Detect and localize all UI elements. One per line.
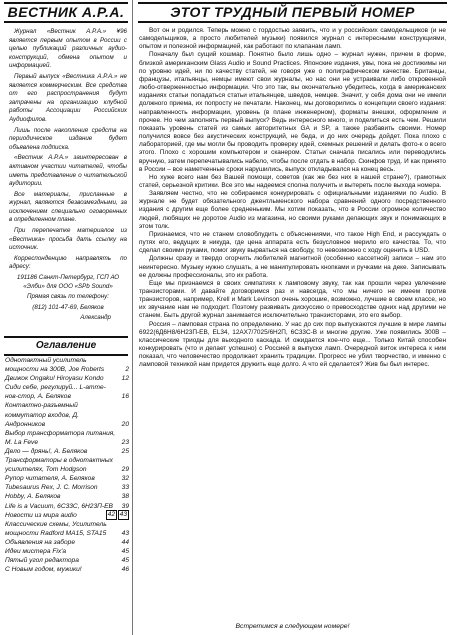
article-title: ЭТОТ ТРУДНЫЙ ПЕРВЫЙ НОМЕР: [138, 2, 447, 23]
toc-item-title: С Новым годом, мужики!: [5, 566, 82, 574]
toc-item[interactable]: [5, 483, 129, 492]
toc-item[interactable]: [5, 538, 129, 547]
article-paragraph: Признаемся, что не станем словоблудить с объяснениями, что такое High End, и рассуждать о путях его, ведущих в никуда, где цена аппарата есть безусловное мерило его качества. То, что сделал своими руками, помог звуку вырваться на свободу, то невозможно с ходу оценить в USD.: [139, 230, 446, 255]
toc-item-title: Пятый угол редактора: [5, 557, 79, 565]
toc-item[interactable]: [5, 356, 129, 374]
toc-page-number: 32: [121, 475, 129, 483]
toc-item[interactable]: [5, 547, 129, 556]
toc-title: Оглавление: [4, 336, 128, 356]
toc-item-title: Классические схемы, Усилитель мощности Radford MA15, STA15: [5, 520, 107, 537]
toc-item-title: Сиди себе, регулируй... L-amme-нов-стор, А. Беляков: [5, 384, 106, 401]
toc-item[interactable]: [5, 374, 129, 383]
article-paragraph: Должны сразу и твердо огорчить любителей магнитной (особенно кассетной) записи – нам это неинтересно. Музыку нужно слушать, а не манипулировать кнопками и ручками на деке. Записывать ее должны профессионалы, это их работа.: [139, 255, 446, 279]
phone-number: (812) 101-47-69, Беляков: [32, 303, 104, 311]
article-paragraph: Россия – ламповая страна по определению. У нас до сих пор выпускаются лучшие в мире лампы 6922(6Д6Н8/6Н23П-ЕВ, EL34, 12AX7/7025/6Н2П, 6С33С-В и многие другие. Уже появились 300В – классические триоды для выходного каскада. И ожидается кое-что еще... Только Китай способен конкурировать (что и делает успешно) с Россией в выпуске ламп. Очередной виток интереса к ним показал, что человечество продолжает хранить традиции. Прогресс не убил творчество, и именно с ламповой техникой нам придется дружить еще долго. А что ей сделается? Жив бы был интерес.: [139, 320, 446, 369]
toc-item-title: Новости из мира audio: [5, 511, 77, 519]
masthead: ВЕСТНИК А.Р.А.: [4, 2, 128, 23]
editorial-paragraph: Все материалы, присланные в журнал, являются безвозмездными, за исключением специально оговоренных в определенном плане.: [9, 190, 127, 224]
toc-page-number: 20: [121, 420, 129, 428]
article-paragraph: Но хуже всего нам без Вашей помощи, советов (как же без них в нашей стране?), грамотных статей, серьезной критики. Все это мы надеемся сполна получить и вытереть после выхода номера.: [139, 173, 446, 189]
toc-item[interactable]: [5, 556, 129, 565]
toc-item-title: Рупор читателя, А. Беляков: [5, 475, 95, 483]
toc-page-number: 23: [121, 438, 129, 446]
toc-item[interactable]: [5, 401, 129, 428]
toc-item-title: Hobby, А. Беляков: [5, 493, 61, 501]
toc-item[interactable]: [5, 456, 129, 474]
toc-page-number: 2: [125, 366, 129, 374]
toc-page-number: 25: [121, 447, 129, 455]
toc-item-title: Объявления на заборе: [5, 538, 75, 546]
article-paragraph: Поначалу был сущий кошмар. Понятно было лишь одно – журнал нужен, причем в форме, близкой американским Glass Audio и Sound Practices. Японские издания, увы, пока не достижимы ни по уровню идей, ни по качеству статей, не говоря уже о полиграфическом качестве. Британцы, французы, итальянцы, немцы имеют свои журналы, но нас они не устраивали либо откровенной любо-отверженностью информации. Что это так, вы окончательно убедитесь, когда в американских изданиях статьи попадаться статьи итальянцев, шведов, немцев. Значит, у себя дома они не имели должного приема, их попросту не печатали. Наконец, мы договорились о концепции своего издания: направленность информации, уровень (в плане инженерном), форматы внешки, оформление и прочее. Но чем заполнять первый выпуск? Ведь интересного много, и поделиться есть чем. Решили показать уровень статей из самых авторитетных GA и SP, а также разбавить своими. Номер получился вовсе без акустических конструкций, не беда, и до них очередь дойдет. Пока плохо с лабораторией, где мы могли бы проводить проверку идей, схемных решений и делать фото-к о всего этого. Плохо с хорошим компьютером и сканером. Статьи сначала писались или переводились вручную, затем перепечатывались набело, чтобы после отдать в набор. Скинфов труд. И как принято в России – все наметченные сроки нарушились, выпуск откладывался на конец весь.: [139, 51, 446, 173]
table-of-contents: [5, 356, 129, 574]
toc-page-number: 33: [121, 484, 129, 492]
toc-page-number: 43: [119, 510, 127, 518]
toc-page-number: 43: [121, 529, 129, 537]
editorial-paragraph: Лишь после накопления средств на периодическое издание будет объявлена подписка.: [9, 126, 127, 151]
toc-page-number: 39: [121, 502, 129, 510]
toc-item[interactable]: [5, 474, 129, 483]
toc-page-number: 16: [121, 393, 129, 401]
toc-page-number: 42: [107, 510, 115, 518]
toc-page-number: 38: [121, 493, 129, 501]
article-paragraph: Заявляем честно, что не собираемся конкурировать с официальными изданиями по Audio. В журнале не будет обязательного джентльменского набора сравнений одного посредственного издания с другим еще более средненьким. Мы хотим показать, что в России огромное количество людей, любящих не доротое Audio из магазина, но своими руками делающих звук и понимающих в этом толк.: [139, 190, 446, 230]
toc-item-title: Выбор трансформатора питания, M. La Feve: [5, 429, 116, 446]
phone-label: Прямая связь по телефону:: [27, 293, 109, 301]
toc-item[interactable]: [5, 383, 129, 401]
toc-item[interactable]: [5, 492, 129, 501]
toc-item-title: Движок Ongaku! Hiroyasu Kondo: [5, 375, 104, 383]
toc-item-title: Идеи мистера Fix'а: [5, 547, 67, 555]
toc-item-title: Tubesaurus Rex, J. C. Morrison: [5, 484, 98, 492]
toc-page-number: 46: [121, 566, 129, 574]
toc-item[interactable]: [5, 520, 129, 538]
toc-item[interactable]: [5, 565, 129, 574]
toc-item[interactable]: [5, 511, 129, 520]
toc-page-number: 29: [121, 466, 129, 474]
editorial-paragraph: «Вестник А.Р.А.» заинтересован в активном участии читателей, чтобы иметь представление о читательской аудитории.: [9, 154, 127, 188]
article-paragraph: Еще мы признаемся в своих симпатиях к ламповому звуку, так как прошли через увлечение транзисторами. И давайте договоримся раз и навсегда, что мы ничего не имеем против транзисторов, например, Krell и Mark Levinson очень хорошие, возможно, лучшие в своем классе, но их звучание нам не подходит. Поэтому развивать дискуссию о превосходстве одних над другими не станем. Быть другой журнал занимается исключительно транзисторами, это его выбор.: [139, 279, 446, 320]
toc-item-title: Дело — дрянь!, А. Беляков: [5, 447, 88, 455]
editorial-paragraph: Журнал «Вестник А.Р.А.» ¥96 является первым опытом в России с целью публикаций различных аудио-конструкций, обмена опытом и информацией.: [9, 28, 127, 70]
left-column: [0, 0, 133, 635]
right-column: [136, 0, 449, 635]
editorial-note: [9, 28, 127, 344]
editorial-paragraph: При перепечатке материалов из «Вестника» просьба дать ссылку на источник.: [9, 227, 127, 252]
toc-item[interactable]: [5, 429, 129, 447]
article-paragraph: Вот он и родился. Теперь можно с гордостью заявить, что и у российских самодельщиков (и не самодельщиков, а просто любителей музыки) появился журнал с интересными конструкциями, опытом и полезной информацией, как работают по клапанам ламп.: [139, 27, 446, 51]
toc-item-title: Трансформаторы в однотактных усилителях, Tom Hodgson: [5, 457, 113, 474]
mailing-address: 191186 Санкт-Петербург, ГСП АО «Элби» для ООО «SPb Sound»: [16, 274, 120, 290]
editorial-paragraph: Первый выпуск «Вестника А.Р.А.» не является коммерческим. Все средства от его распространения будут затрачены на организацию клубной работы Ассоциации Российских Аудиофилов.: [9, 72, 127, 123]
toc-item[interactable]: [5, 447, 129, 456]
editorial-paragraph: Корреспонденцию направлять по адресу:: [9, 254, 127, 271]
toc-item-title: Однотактный усилитель мощности на 300B, Joe Roberts: [5, 357, 105, 374]
article-closing-line: Встретимся в следующем номере!: [235, 623, 350, 630]
toc-page-number: 44: [121, 538, 129, 546]
toc-item-title: Life is a Vacuum, 6С33С, 6Н23П-ЕВ: [5, 502, 113, 510]
editor-signature: Александр: [80, 314, 111, 322]
toc-page-number: 45: [121, 547, 129, 555]
toc-item-title: Контактно-разъемный коммутатор входов, Д. Андронников: [5, 402, 79, 428]
toc-page-number: 12: [121, 375, 129, 383]
article-body: [139, 27, 446, 607]
toc-page-number: 45: [121, 557, 129, 565]
